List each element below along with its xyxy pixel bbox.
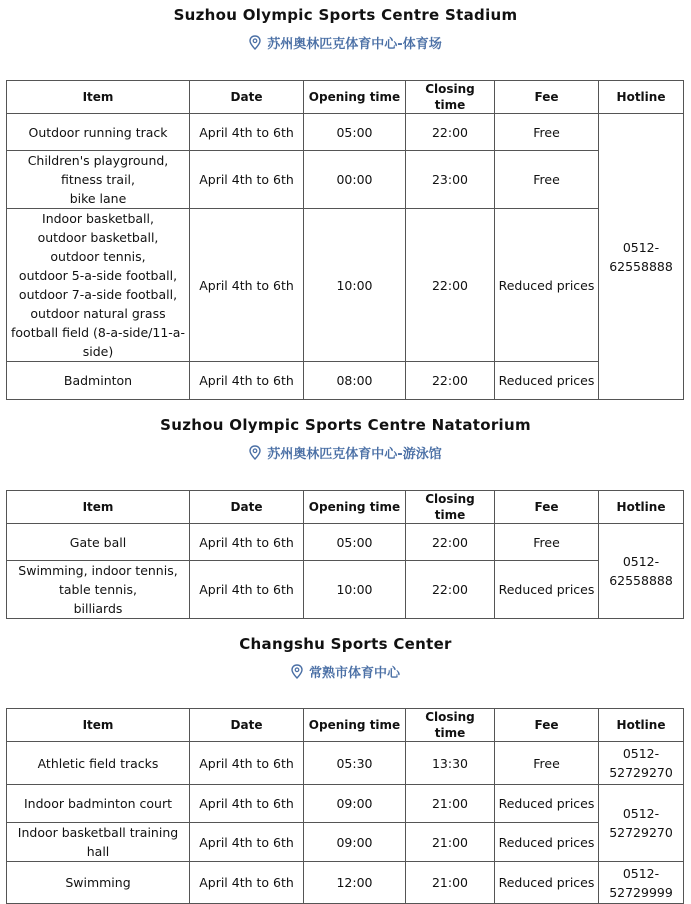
cell-item: Indoor basketball, outdoor basketball, outdoor tennis, outdoor 5-a-side football, outdoor 7-a-side football, outdoor natural grass football field (8-a-side/11-a- side) (7, 209, 190, 362)
cell-open: 09:00 (304, 785, 406, 823)
header-opening: Opening time (304, 81, 406, 114)
cell-fee: Reduced prices (495, 561, 599, 619)
header-date: Date (190, 491, 304, 524)
table-header-row (7, 81, 684, 114)
schedule-table (6, 708, 684, 904)
cell-close: 22:00 (406, 561, 495, 619)
cell-close: 22:00 (406, 362, 495, 400)
header-fee: Fee (495, 491, 599, 524)
cell-item: Athletic field tracks (7, 742, 190, 785)
cell-open: 10:00 (304, 209, 406, 362)
header-closing: Closing time (406, 81, 495, 114)
cell-close: 23:00 (406, 151, 495, 209)
cell-date: April 4th to 6th (190, 742, 304, 785)
location-pin-icon (291, 664, 303, 683)
header-opening: Opening time (304, 491, 406, 524)
cell-fee: Reduced prices (495, 209, 599, 362)
cell-hotline: 0512- 52729270 (599, 742, 684, 785)
cell-close: 22:00 (406, 209, 495, 362)
cell-item: Gate ball (7, 524, 190, 561)
cell-open: 10:00 (304, 561, 406, 619)
header-fee: Fee (495, 709, 599, 742)
venue-location-text: 常熟市体育中心 (308, 666, 400, 681)
header-opening: Opening time (304, 709, 406, 742)
header-fee: Fee (495, 81, 599, 114)
header-closing: Closing time (406, 491, 495, 524)
table-row (7, 862, 684, 904)
cell-close: 21:00 (406, 823, 495, 862)
table-row (7, 823, 684, 862)
table-header-row (7, 491, 684, 524)
table-row (7, 362, 684, 400)
cell-fee: Free (495, 524, 599, 561)
header-item: Item (7, 709, 190, 742)
cell-item: Badminton (7, 362, 190, 400)
venue-location (0, 33, 691, 54)
cell-fee: Free (495, 114, 599, 151)
cell-fee: Reduced prices (495, 862, 599, 904)
cell-item: Swimming (7, 862, 190, 904)
cell-close: 21:00 (406, 785, 495, 823)
cell-fee: Free (495, 151, 599, 209)
cell-item: Indoor badminton court (7, 785, 190, 823)
cell-item: Children's playground, fitness trail, bike lane (7, 151, 190, 209)
cell-open: 05:00 (304, 524, 406, 561)
location-pin-icon (249, 35, 261, 54)
cell-open: 12:00 (304, 862, 406, 904)
cell-date: April 4th to 6th (190, 524, 304, 561)
cell-open: 09:00 (304, 823, 406, 862)
cell-close: 21:00 (406, 862, 495, 904)
cell-date: April 4th to 6th (190, 823, 304, 862)
cell-date: April 4th to 6th (190, 151, 304, 209)
header-item: Item (7, 491, 190, 524)
venue-location (0, 443, 691, 464)
table-row (7, 785, 684, 823)
header-closing: Closing time (406, 709, 495, 742)
schedule-table (6, 80, 684, 400)
table-row (7, 524, 684, 561)
header-item: Item (7, 81, 190, 114)
venue-title: Suzhou Olympic Sports Centre Natatorium (160, 416, 531, 434)
table-row (7, 209, 684, 362)
cell-fee: Free (495, 742, 599, 785)
cell-fee: Reduced prices (495, 785, 599, 823)
header-date: Date (190, 709, 304, 742)
venue-title: Suzhou Olympic Sports Centre Stadium (173, 6, 518, 24)
venue-location-text: 苏州奥林匹克体育中心-体育场 (267, 37, 442, 52)
cell-hotline: 0512- 52729270 (599, 785, 684, 862)
table-header-row (7, 709, 684, 742)
table-row (7, 742, 684, 785)
cell-date: April 4th to 6th (190, 362, 304, 400)
header-hotline: Hotline (599, 491, 684, 524)
cell-hotline: 0512- 62558888 (599, 114, 684, 400)
cell-open: 00:00 (304, 151, 406, 209)
cell-date: April 4th to 6th (190, 785, 304, 823)
header-hotline: Hotline (599, 709, 684, 742)
cell-item: Outdoor running track (7, 114, 190, 151)
table-row (7, 151, 684, 209)
cell-close: 22:00 (406, 524, 495, 561)
cell-close: 13:30 (406, 742, 495, 785)
cell-open: 08:00 (304, 362, 406, 400)
cell-item: Swimming, indoor tennis, table tennis, billiards (7, 561, 190, 619)
cell-hotline: 0512- 52729999 (599, 862, 684, 904)
venue-location (0, 662, 691, 683)
cell-date: April 4th to 6th (190, 862, 304, 904)
venue-title: Changshu Sports Center (239, 635, 452, 653)
table-row (7, 114, 684, 151)
cell-date: April 4th to 6th (190, 114, 304, 151)
table-row (7, 561, 684, 619)
venue-location-text: 苏州奥林匹克体育中心-游泳馆 (267, 447, 442, 462)
cell-fee: Reduced prices (495, 823, 599, 862)
cell-close: 22:00 (406, 114, 495, 151)
schedule-table (6, 490, 684, 619)
cell-fee: Reduced prices (495, 362, 599, 400)
cell-date: April 4th to 6th (190, 209, 304, 362)
cell-hotline: 0512- 62558888 (599, 524, 684, 619)
header-hotline: Hotline (599, 81, 684, 114)
location-pin-icon (249, 445, 261, 464)
cell-date: April 4th to 6th (190, 561, 304, 619)
cell-item: Indoor basketball training hall (7, 823, 190, 862)
cell-open: 05:30 (304, 742, 406, 785)
header-date: Date (190, 81, 304, 114)
cell-open: 05:00 (304, 114, 406, 151)
